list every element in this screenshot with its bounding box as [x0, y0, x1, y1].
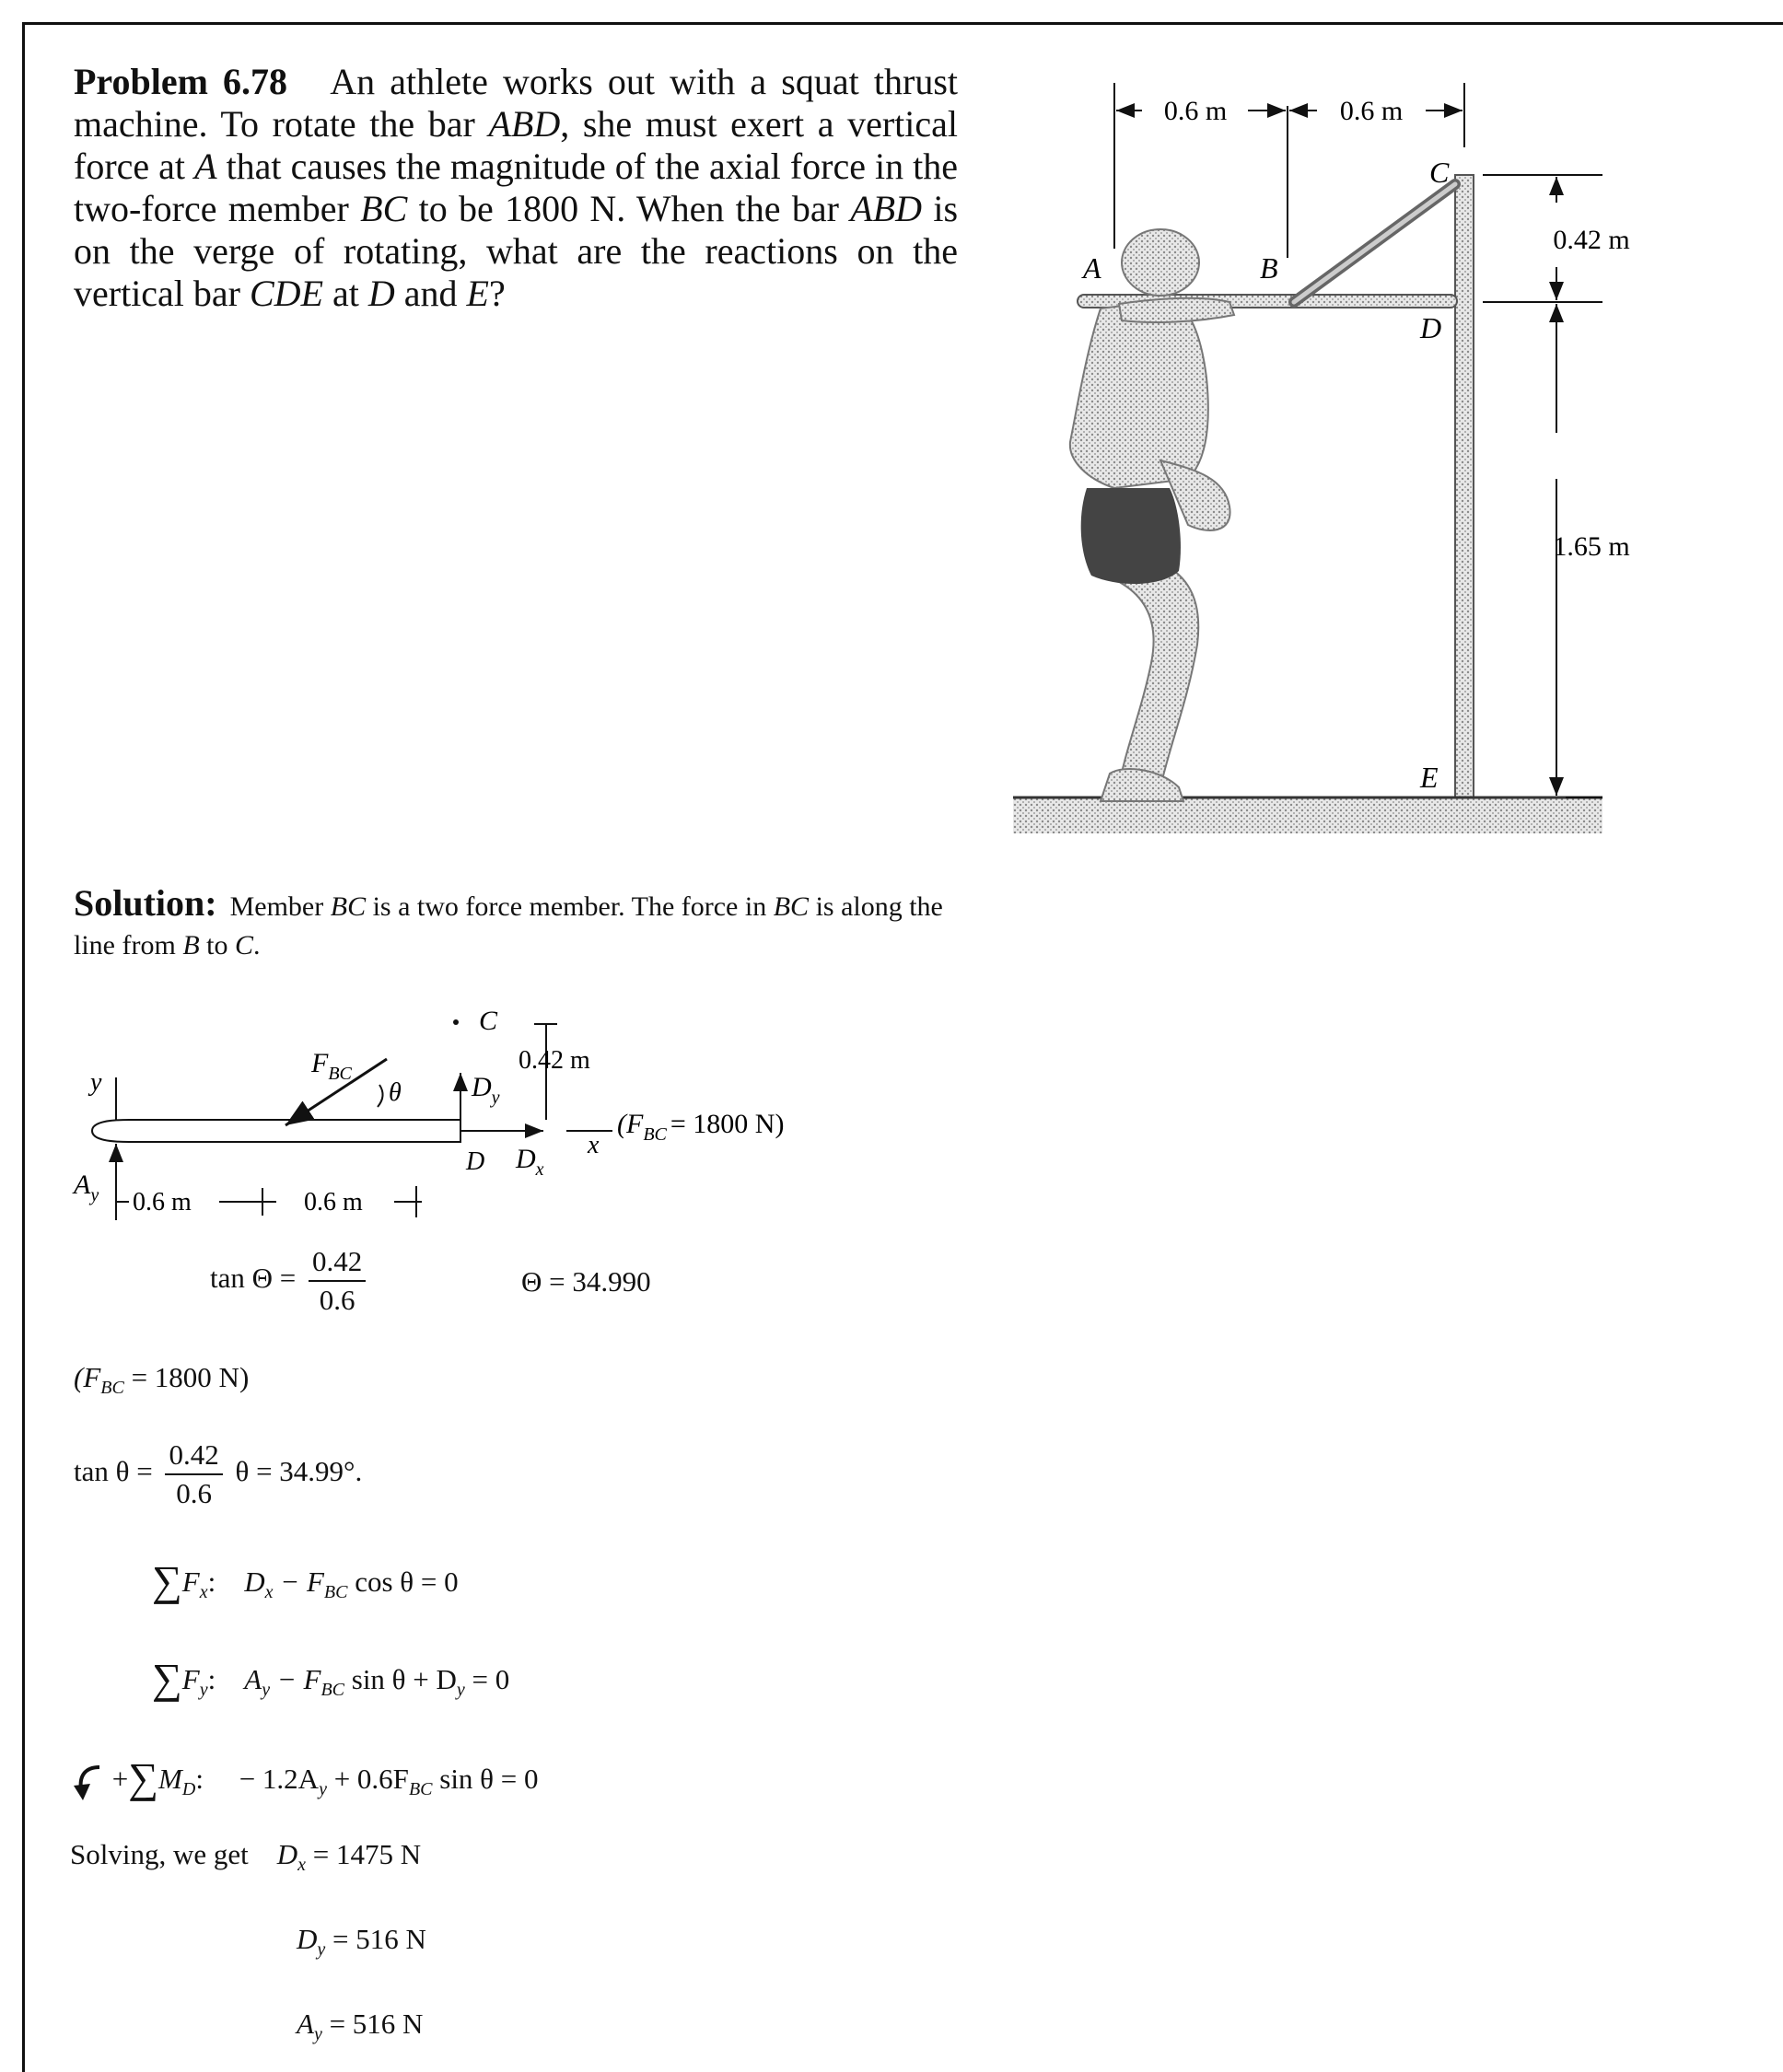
problem-text-3: that causes the magnitude of the axial force in the two-force member — [74, 146, 959, 229]
solution-intro-5: . — [253, 930, 261, 960]
tan-capital-fraction — [309, 1243, 366, 1319]
tan-num: 0.42 — [165, 1437, 222, 1475]
fbd-x-label: x — [588, 1131, 600, 1159]
fbd-fbc-value: ($F_{BC} = 1800$ N) — [617, 1109, 785, 1145]
dim-lower-height: 1.65 m — [1553, 531, 1630, 562]
page-border-top — [22, 22, 1783, 25]
athlete-shorts — [1081, 488, 1181, 584]
equation-tan-theta — [74, 1437, 362, 1512]
tan-capital-den: 0.6 — [319, 1284, 355, 1316]
solution-intro — [74, 884, 958, 965]
solution-c: C — [234, 930, 253, 960]
fbd-dim-left: 0.6 m — [133, 1188, 192, 1216]
fbd-dim-height: 0.42 m — [519, 1046, 590, 1075]
solution-intro-4: to — [199, 930, 235, 960]
problem-text-4: to be 1800 N. When the bar — [407, 188, 851, 229]
problem-figure — [1013, 74, 1676, 847]
equation-tan-capital — [210, 1243, 371, 1319]
fbd-dim-right: 0.6 m — [304, 1188, 363, 1216]
problem-bar-cde: CDE — [250, 273, 323, 314]
tan-fraction — [165, 1437, 222, 1512]
equation-sum-fy: $\sum F_y$: $A_y - F_{BC}$ $\sin \theta + D_y = 0$ — [152, 1655, 510, 1702]
sigma-icon: ∑ — [152, 1655, 182, 1702]
fbd-dy-label: $D_y$ — [472, 1072, 500, 1108]
solution-heading: Solution: — [74, 882, 217, 924]
problem-text-1: An athlete works out with a squat thrust machine. To rotate the bar — [74, 61, 958, 145]
dim-top-left: 0.6 m — [1163, 96, 1228, 126]
equation-sum-md: $+\sum M_D$: − $1.2A_y + 0.6F_{BC}$ sin θ = 0 — [74, 1750, 539, 1802]
problem-label: Problem 6.78 — [74, 61, 288, 102]
free-body-diagram — [55, 1004, 866, 1225]
equation-fbc-given: ($F_{BC} = 1800$ N) — [74, 1361, 250, 1399]
sigma-icon: ∑ — [128, 1754, 159, 1801]
fbd-c-label: C — [479, 1006, 498, 1036]
equation-solving: Solving, we get $D_x = 1475$ N — [70, 1838, 422, 1876]
vertical-bar-cde — [1455, 175, 1474, 801]
equation-dy-result: $D_y = 516$ N — [297, 1923, 426, 1961]
dim-top-right: 0.6 m — [1339, 96, 1404, 126]
problem-point-a: A — [194, 146, 217, 187]
dim-upper-height: 0.42 m — [1553, 225, 1630, 255]
fbd-theta-label: θ — [389, 1078, 402, 1107]
solution-intro-1: Member — [229, 891, 331, 922]
fbd-bar — [92, 1120, 460, 1142]
solution-bc-1: BC — [330, 891, 367, 922]
tan-capital-lhs: tan Θ = — [210, 1262, 297, 1295]
problem-member-bc: BC — [360, 188, 408, 229]
solution-intro-2: is a two force member. The force in — [366, 891, 774, 922]
fbd-dx-label: $D_x$ — [516, 1144, 544, 1180]
solution-intro-3: is along the line from — [74, 891, 943, 960]
problem-text-7: and — [394, 273, 467, 314]
page-border-left — [22, 22, 25, 2072]
fbd-fbc-label: $F_{BC}$ — [311, 1048, 352, 1084]
label-e: E — [1420, 761, 1439, 794]
counterclockwise-moment-icon — [74, 1762, 105, 1802]
theta-result: θ = 34.99°. — [235, 1455, 363, 1488]
tan-den: 0.6 — [176, 1477, 212, 1509]
problem-text-5: is on the verge of rotating, what are the reactions on the vertical bar — [74, 188, 959, 314]
label-d: D — [1420, 311, 1442, 344]
solution-bc-2: BC — [773, 891, 810, 922]
fbd-y-label: y — [90, 1068, 102, 1097]
tan-lhs: tan θ = — [74, 1455, 153, 1488]
solving-label: Solving, we get — [70, 1838, 249, 1870]
equation-sum-fx: $\sum F_x$: $D_x - F_{BC}$ cos θ = 0 — [152, 1557, 459, 1604]
problem-bar-abd-2: ABD — [850, 188, 923, 229]
solution-b: B — [182, 930, 200, 960]
fbd-theta-arc — [378, 1085, 383, 1107]
sigma-icon: ∑ — [152, 1557, 182, 1604]
fbd-ay-label: $A_y$ — [74, 1170, 99, 1205]
fbd-c-point — [453, 1019, 459, 1025]
label-c: C — [1429, 156, 1450, 189]
label-a: A — [1083, 251, 1101, 285]
problem-text-6: at — [323, 273, 368, 314]
problem-statement — [74, 61, 958, 315]
tan-capital-num: 0.42 — [309, 1243, 366, 1282]
fbd-d-label: D — [466, 1147, 485, 1176]
problem-text-2: , she must exert a vertical force at — [74, 103, 958, 187]
problem-text-8: ? — [488, 273, 506, 314]
problem-bar-abd: ABD — [488, 103, 561, 145]
member-bc-core — [1294, 184, 1455, 302]
equation-ay-result: $A_y = 516$ N — [297, 2008, 424, 2045]
equation-theta-capital: Θ = 34.990 — [521, 1265, 651, 1298]
problem-point-e: E — [466, 273, 489, 314]
label-b: B — [1260, 251, 1278, 285]
problem-point-d: D — [367, 273, 395, 314]
